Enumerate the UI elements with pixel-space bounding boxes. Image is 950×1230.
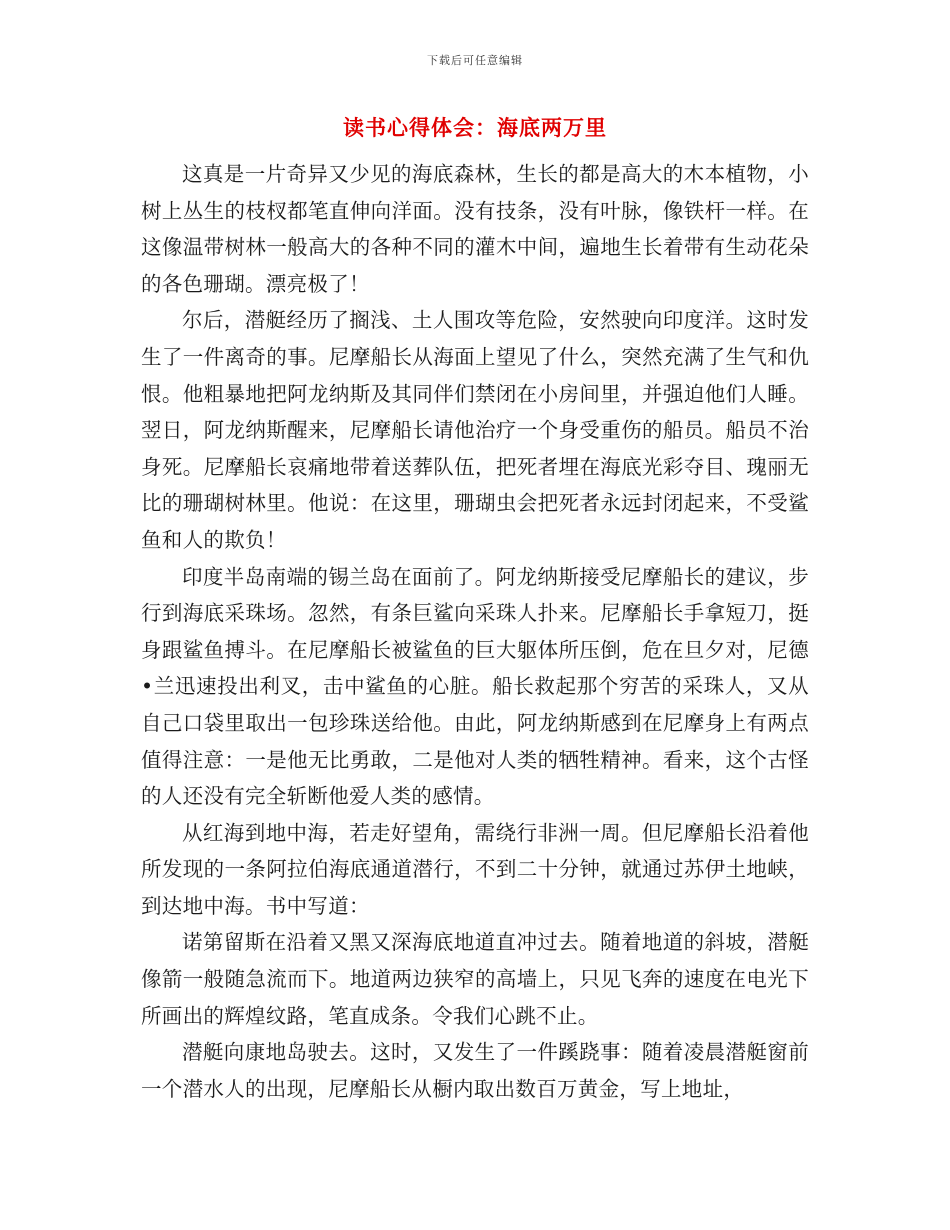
document-body (141, 156, 809, 1107)
paragraph-5: 诺第留斯在沿着又黑又深海底地道直冲过去。随着地道的斜坡，潜艇像箭一般随急流而下。地道两边狭窄的高墙上，只见飞奔的速度在电光下所画出的辉煌纹路，笔直成条。令我们心跳不止。 (141, 930, 809, 1028)
header-note: 下载后可任意编辑 (427, 54, 523, 67)
paragraph-6: 潜艇向康地岛驶去。这时，又发生了一件蹊跷事：随着凌晨潜艇窗前一个潜水人的出现，尼摩船长从橱内取出数百万黄金，写上地址， (141, 1040, 809, 1101)
paragraph-3: 印度半岛南端的锡兰岛在面前了。阿龙纳斯接受尼摩船长的建议，步行到海底采珠场。忽然，有条巨鲨向采珠人扑来。尼摩船长手拿短刀，挺身跟鲨鱼搏斗。在尼摩船长被鲨鱼的巨大躯体所压倒，危在旦夕对，尼德•兰迅速投出利叉，击中鲨鱼的心脏。船长救起那个穷苦的采珠人，又从自己口袋里取出一包珍珠送给他。由此，阿龙纳斯感到在尼摩身上有两点值得注意：一是他无比勇敢，二是他对人类的牺牲精神。看来，这个古怪的人还没有完全斩断他爱人类的感情。 (141, 564, 809, 809)
document-title: 读书心得体会：海底两万里 (343, 115, 607, 140)
paragraph-2: 尔后，潜艇经历了搁浅、土人围攻等危险，安然驶向印度洋。这时发生了一件离奇的事。尼摩船长从海面上望见了什么，突然充满了生气和仇恨。他粗暴地把阿龙纳斯及其同伴们禁闭在小房间里，并强迫他们人睡。翌日，阿龙纳斯醒来，尼摩船长请他治疗一个身受重伤的船员。船员不治身死。尼摩船长哀痛地带着送葬队伍，把死者埋在海底光彩夺目、瑰丽无比的珊瑚树林里。他说：在这里，珊瑚虫会把死者永远封闭起来，不受鲨鱼和人的欺负！ (141, 308, 809, 552)
paragraph-1: 这真是一片奇异又少见的海底森林，生长的都是高大的木本植物，小树上丛生的枝杈都笔直伸向洋面。没有技条，没有叶脉，像铁杆一样。在这像温带树林一般高大的各种不同的灌木中间，遍地生长着带有生动花朵的各色珊瑚。漂亮极了！ (141, 162, 809, 296)
paragraph-4: 从红海到地中海，若走好望角，需绕行非洲一周。但尼摩船长沿着他所发现的一条阿拉伯海底通道潜行，不到二十分钟，就通过苏伊土地峡，到达地中海。书中写道： (141, 820, 809, 918)
